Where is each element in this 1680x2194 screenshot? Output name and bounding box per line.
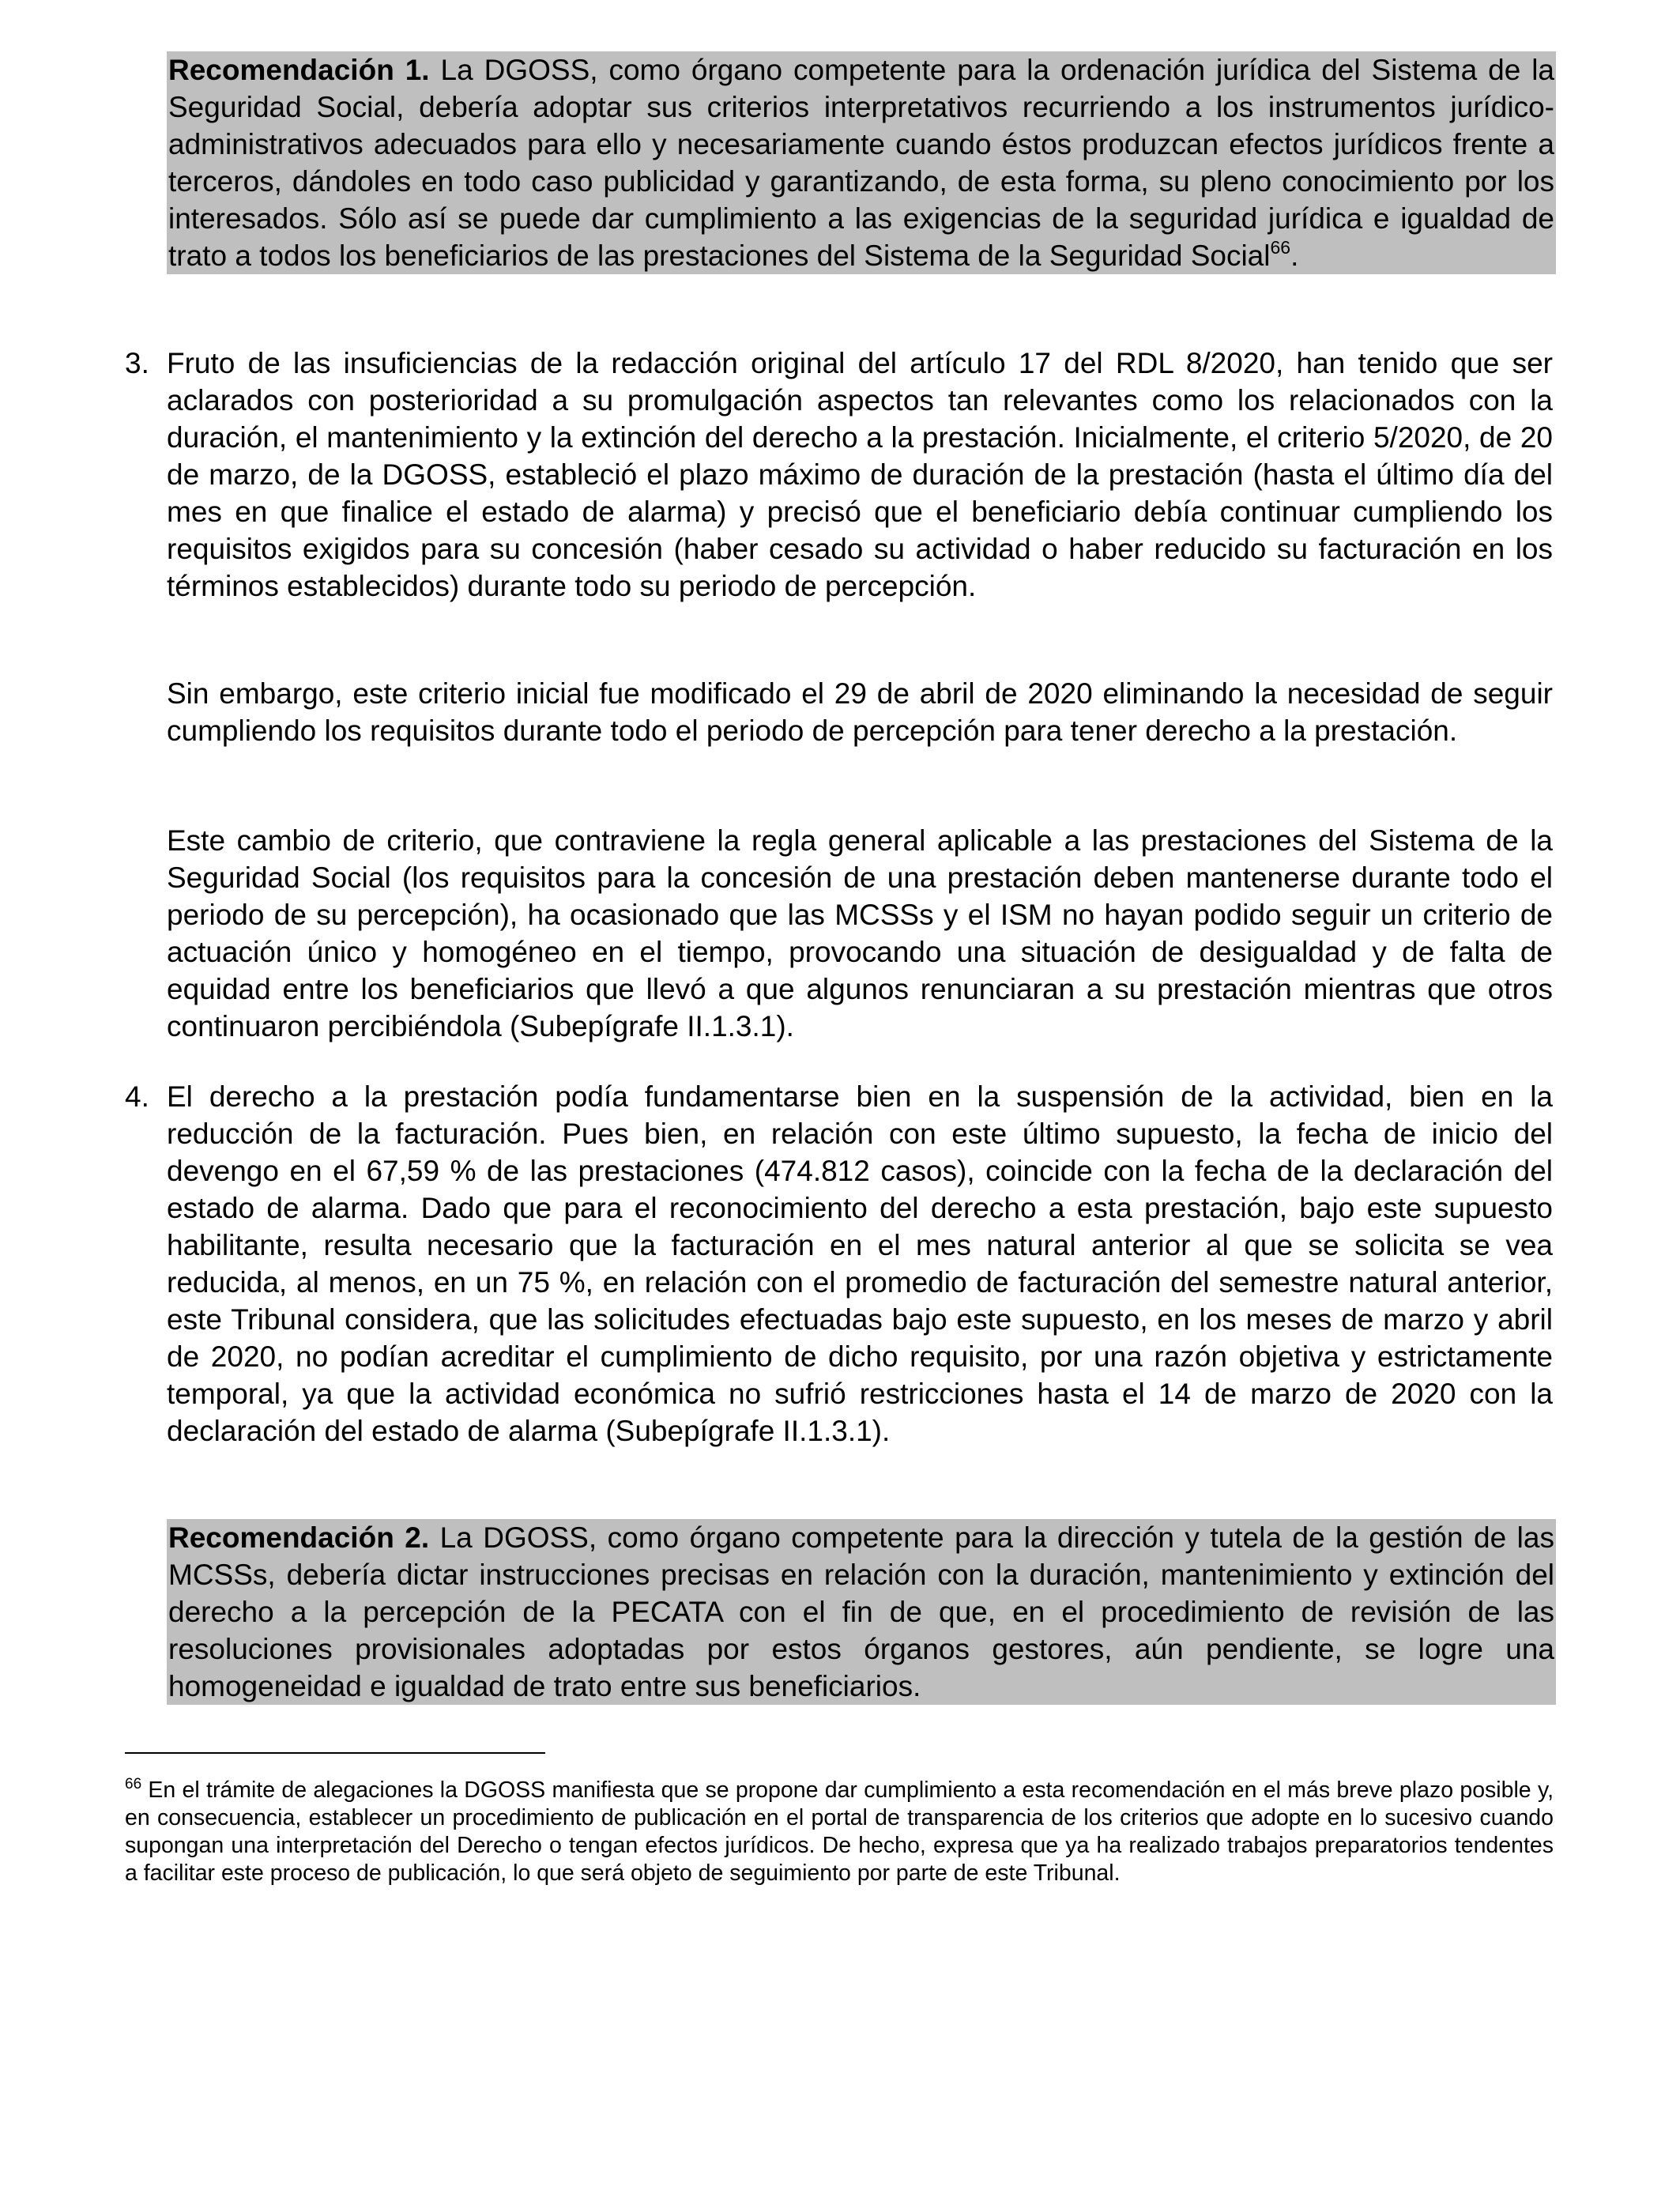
footnote-text: En el trámite de alegaciones la DGOSS manifiesta que se propone dar cumplimiento a esta recomendación en el más breve plazo posible y, en consecuencia, establecer un procedimiento de publicación en el portal de transparencia de los criterios que adopte en lo sucesivo cuando supongan una interpretación del Derecho o tengan efectos jurídicos. De hecho, expresa que ya ha realizado trabajos preparatorios tendentes a facilitar este proceso de publicación, lo que será objeto de seguimiento por parte de este Tribunal. — [125, 1777, 1554, 1886]
item-4-number: 4. — [125, 1080, 149, 1113]
item-3-paragraph-3: Este cambio de criterio, que contraviene la regla general aplicable a las prestaciones del Sistema de la Seguridad Social (los requisitos para la concesión de una prestación deben mantenerse durante todo el periodo de su percepción), ha ocasionado que las MCSSs y el ISM no hayan podido seguir un criterio de actuación único y homogéneo en el tiempo, provocando una situación de desigualdad y de falta de equidad entre los beneficiarios que llevó a que algunos renunciaran a su prestación mientras que otros continuaron percibiéndola (Subepígrafe II.1.3.1). — [167, 824, 1553, 1042]
footnote-ref-66[interactable]: 66 — [1270, 237, 1291, 258]
recommendation-1-text: La DGOSS, como órgano competente para la ordenación jurídica del Sistema de la Seguridad Social, debería adoptar sus criterios interpretativos recurriendo a los instrumentos jurídico-administrativos adecuados para ello y necesariamente cuando éstos produzcan efectos jurídicos frente a terceros, dándoles en todo caso publicidad y garantizando, de esta forma, su pleno conocimiento por los interesados. Sólo así se puede dar cumplimiento a las exigencias de la seguridad jurídica e igualdad de trato a todos los beneficiarios de las prestaciones del Sistema de la Seguridad Social — [168, 54, 1555, 272]
footnote-separator — [125, 1752, 545, 1754]
recommendation-1-label: Recomendación 1. — [168, 54, 430, 86]
item-3-number: 3. — [125, 347, 149, 379]
recommendation-2-label: Recomendación 2. — [168, 1521, 430, 1554]
recommendation-2 — [167, 1519, 1556, 1705]
recommendation-1 — [167, 51, 1556, 274]
item-3-paragraph-1: Fruto de las insuficiencias de la redacción original del artículo 17 del RDL 8/2020, han tenido que ser aclarados con posterioridad a su promulgación aspectos tan relevantes como los relacionados con la duración, el mantenimiento y la extinción del derecho a la prestación. Inicialmente, el criterio 5/2020, de 20 de marzo, de la DGOSS, estableció el plazo máximo de duración de la prestación (hasta el último día del mes en que finalice el estado de alarma) y precisó que el beneficiario debía continuar cumpliendo los requisitos exigidos para su concesión (haber cesado su actividad o haber reducido su facturación en los términos establecidos) durante todo su periodo de percepción. — [167, 347, 1553, 602]
item-3-paragraph-2: Sin embargo, este criterio inicial fue modificado el 29 de abril de 2020 eliminando la necesidad de seguir cumpliendo los requisitos durante todo el periodo de percepción para tener derecho a la prestación. — [167, 677, 1553, 747]
recommendation-1-end: . — [1290, 239, 1299, 272]
recommendation-2-text: La DGOSS, como órgano competente para la dirección y tutela de la gestión de las MCSSs, debería dictar instrucciones precisas en relación con la duración, mantenimiento y extinción del derecho a la percepción de la PECATA con el fin de que, en el procedimiento de revisión de las resoluciones provisionales adoptadas por estos órganos gestores, aún pendiente, se logre una homogeneidad e igualdad de trato entre sus beneficiarios. — [168, 1521, 1554, 1702]
footnote-66 — [125, 1777, 1554, 1887]
footnote-number: 66 — [125, 1776, 142, 1793]
item-4-paragraph-1: El derecho a la prestación podía fundamentarse bien en la suspensión de la actividad, bien en la reducción de la facturación. Pues bien, en relación con este último supuesto, la fecha de inicio del devengo en el 67,59 % de las prestaciones (474.812 casos), coincide con la fecha de la declaración del estado de alarma. Dado que para el reconocimiento del derecho a esta prestación, bajo este supuesto habilitante, resulta necesario que la facturación en el mes natural anterior al que se solicita se vea reducida, al menos, en un 75 %, en relación con el promedio de facturación del semestre natural anterior, este Tribunal considera, que las solicitudes efectuadas bajo este supuesto, en los meses de marzo y abril de 2020, no podían acreditar el cumplimiento de dicho requisito, por una razón objetiva y estrictamente temporal, ya que la actividad económica no sufrió restricciones hasta el 14 de marzo de 2020 con la declaración del estado de alarma (Subepígrafe II.1.3.1). — [167, 1080, 1553, 1447]
